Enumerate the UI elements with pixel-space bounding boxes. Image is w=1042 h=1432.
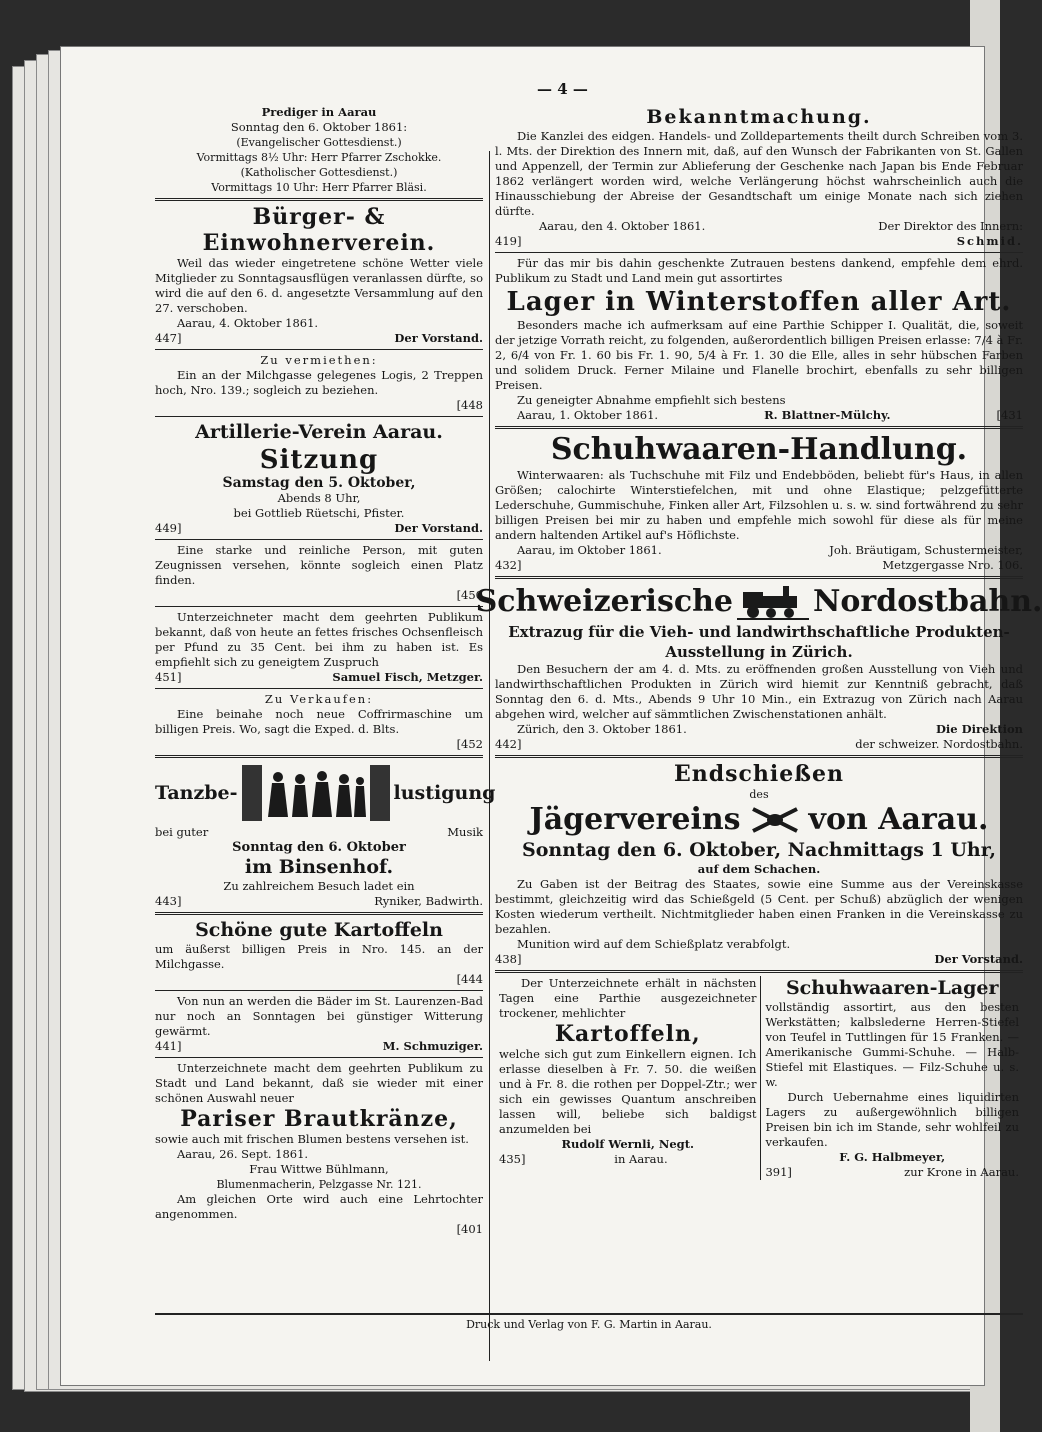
- ad-body: Unterzeichneter macht dem geehrten Publikum bekannt, daß von heute an fettes frisches Ochsenfleisch per Pfund zu 35 Cent. bei ihm zu haben ist. Es empfiehlt sich zu geneigtem Zuspruch: [155, 610, 483, 669]
- ad-title: Schweizerische: [475, 584, 733, 619]
- ad-brautkraenze: [155, 1061, 483, 1237]
- ad-ochsenfleisch: [155, 610, 483, 685]
- ad-time: Abends 8 Uhr,: [277, 491, 361, 505]
- ad-place: im Binsenhof.: [244, 856, 394, 878]
- ad-schuhwaaren-lager: [761, 976, 1023, 1180]
- separator: [155, 349, 483, 350]
- ad-signature: Der Vorstand.: [394, 521, 483, 535]
- ad-signature: in Aarau.: [614, 1152, 668, 1166]
- ad-number: 438]: [495, 952, 522, 966]
- separator: [155, 539, 483, 540]
- ad-body: Die Kanzlei des eidgen. Handels- und Zolldepartements theilt durch Schreiben vom 3. l. Mts. der Direktion des Innern mit, daß, auf den Wunsch der Fabrikanten von St. Gallen und Appenzell, der Termin zur Ablieferung der Geschenke nach Japan bis Ende Februar 1862 verlängert worden wird, welche Verlängerung höchst wahrscheinlich auch die Hinausschiebung der Abreise der Gesandtschaft um einige Monate nach sich ziehen dürfte.: [495, 129, 1023, 218]
- ad-signature: Frau Wittwe Bühlmann,: [249, 1162, 389, 1176]
- ad-kartoffeln-wernli: [495, 976, 761, 1180]
- ad-title: Zu vermiethen:: [260, 353, 378, 367]
- ad-body: Durch Uebernahme eines liquidirten Lagers zu außergewöhnlich billigen Preisen bin ich im Stande, sehr wohlfeil zu verkaufen.: [765, 1090, 1019, 1149]
- ad-body: Winterwaaren: als Tuchschuhe mit Filz und Endebböden, beliebt für's Haus, in allen Größen; calochirte Winterstiefelchen, mit und ohne Elastique; pelzgefütterte Lederschuhe, Gummischuhe, Finken aller Art, Filzsohlen u. s. w. sind fortwährend zu sehr billigen Preisen bei mir zu haben und empfehle mich sowohl für diese als für meine andern haltenden Artikel auf's Höflichste.: [495, 468, 1023, 542]
- ad-number: 443]: [155, 894, 182, 908]
- newspaper-page: [60, 46, 1042, 1386]
- ad-signature: Rudolf Wernli, Negt.: [561, 1137, 695, 1151]
- ad-body: Eine starke und reinliche Person, mit guten Zeugnissen versehen, könnte sogleich einen Platz finden.: [155, 543, 483, 587]
- ad-place: auf dem Schachen.: [697, 862, 821, 876]
- ad-line: Vormittags 10 Uhr: Herr Pfarrer Bläsi.: [211, 181, 427, 194]
- ad-line: des: [749, 788, 769, 801]
- ad-line: bei guter: [155, 825, 209, 839]
- ad-number: 449]: [155, 521, 182, 535]
- ad-winterstoffe: [495, 256, 1023, 423]
- ad-line: (Katholischer Gottesdienst.): [240, 166, 398, 179]
- ad-body: sowie auch mit frischen Blumen bestens versehen ist.: [155, 1132, 469, 1146]
- ad-signature: Schmid.: [956, 234, 1023, 248]
- separator: [155, 1057, 483, 1058]
- ad-body: um äußerst billigen Preis in Nro. 145. an der Milchgasse.: [155, 942, 483, 971]
- ad-title-cont: Nordostbahn.: [813, 584, 1042, 619]
- ad-signature: Der Vorstand.: [934, 952, 1023, 966]
- ad-line: Vormittags 8½ Uhr: Herr Pfarrer Zschokke.: [196, 151, 442, 164]
- ad-number: 447]: [155, 331, 182, 345]
- ad-title-cont: lustigung: [393, 782, 496, 804]
- ad-title: Lager in Winterstoffen aller Art.: [506, 287, 1012, 317]
- separator: [495, 970, 1023, 973]
- ad-signature: Joh. Bräutigam, Schustermeister,: [829, 543, 1023, 557]
- ad-body: Von nun an werden die Bäder im St. Laurenzen-Bad nur noch an Sonntagen bei günstiger Witterung gewärmt.: [155, 994, 483, 1038]
- ad-body: Unterzeichnete macht dem geehrten Publikum zu Stadt und Land bekannt, daß sie wieder mit einer schönen Auswahl neuer: [155, 1061, 483, 1105]
- ad-body: Zu geneigter Abnahme empfiehlt sich bestens: [517, 393, 786, 407]
- crossed-rifles-icon: [749, 805, 801, 835]
- ad-number: 391]: [765, 1165, 792, 1179]
- ad-date: Sonntag den 6. Oktober, Nachmittags 1 Uhr,: [522, 839, 996, 861]
- separator: [495, 755, 1023, 758]
- ad-body: Zu zahlreichem Besuch ladet ein: [223, 879, 415, 893]
- bottom-ads: [495, 976, 1023, 1180]
- ad-heading-cont: von Aarau.: [808, 802, 989, 837]
- ad-body: Eine beinahe noch neue Coffrirmaschine um billigen Preis. Wo, sagt die Exped. d. Blts.: [155, 707, 483, 736]
- ad-buergerverein: [155, 204, 483, 346]
- separator: [495, 576, 1023, 579]
- dance-scene-icon: [238, 761, 394, 825]
- left-column: [155, 105, 496, 1237]
- ad-baeder: [155, 994, 483, 1054]
- ad-title: Zu Verkaufen:: [264, 692, 374, 706]
- ad-title: Tanzbe-: [155, 782, 238, 804]
- ad-place: bei Gottlieb Rüetschi, Pfister.: [233, 506, 405, 520]
- ad-number: [431: [996, 408, 1023, 422]
- ad-schuhwaaren-handlung: [495, 432, 1023, 573]
- ad-heading: Sitzung: [259, 445, 379, 475]
- column-divider: [489, 151, 490, 1361]
- ad-number: [448: [456, 398, 483, 412]
- ad-artillerie: [155, 420, 483, 536]
- ad-title: Schuhwaaren-Handlung.: [550, 432, 968, 467]
- ad-signature: zur Krone in Aarau.: [904, 1165, 1019, 1179]
- ad-signature: Der Vorstand.: [394, 331, 483, 345]
- right-column: [475, 105, 1042, 1180]
- ad-title: Schöne gute Kartoffeln: [195, 919, 443, 941]
- ad-number: [401: [456, 1222, 483, 1236]
- ad-number: [452: [456, 737, 483, 751]
- ad-heading: Jägervereins: [529, 802, 741, 837]
- separator: [155, 688, 483, 689]
- ad-date: Aarau, 4. Oktober 1861.: [177, 316, 319, 330]
- ad-body: Den Besuchern der am 4. d. Mts. zu eröffnenden großen Ausstellung von Vieh und landwirthschaftlichen Produkten in Zürich wird hiemit zur Kenntniß gebracht, daß Sonntag den 6. d. Mts., Abends 9 Uhr 10 Min., ein Extrazug von Zürich nach Aarau abgehen wird, welcher auf sämmtlichen Zwischenstationen anhält.: [495, 662, 1023, 721]
- ad-signature: der schweizer. Nordostbahn.: [855, 737, 1023, 751]
- ad-number: 451]: [155, 670, 182, 684]
- ad-date: Aarau, den 4. Oktober 1861.: [539, 219, 706, 233]
- ad-title: Artillerie-Verein Aarau.: [195, 421, 443, 443]
- ad-date: Aarau, 1. Oktober 1861.: [517, 408, 659, 422]
- ad-body: Zu Gaben ist der Beitrag des Staates, sowie eine Summe aus der Vereinskasse bestimmt, gleichzeitig wird das Schießgeld (5 Cent. per Schuß) abzüglich der wenigen Kosten wiederum vertheilt. Nichtmitglieder haben einen Franken in die Vereinskasse zu bezahlen.: [495, 877, 1023, 936]
- page-number: — 4 —: [537, 80, 588, 98]
- separator: [155, 912, 483, 915]
- ad-number: 432]: [495, 558, 522, 572]
- ad-bekanntmachung: [495, 105, 1023, 249]
- imprint: Druck und Verlag von F. G. Martin in Aarau.: [466, 1318, 712, 1331]
- ad-prediger: [155, 105, 483, 195]
- ad-body: Für das mir bis dahin geschenkte Zutrauen bestens dankend, empfehle dem ehrd. Publikum zu Stadt und Land mein gut assortirtes: [495, 256, 1023, 285]
- ad-tanz: [155, 761, 496, 909]
- ad-number: 435]: [499, 1152, 526, 1166]
- ad-signature: F. G. Halbmeyer,: [839, 1150, 946, 1164]
- ad-endschiessen: [495, 761, 1023, 967]
- ad-kartoffeln: [155, 918, 483, 987]
- ad-signature: M. Schmuziger.: [382, 1039, 483, 1053]
- ad-signature: Metzgergasse Nro. 106.: [882, 558, 1023, 572]
- ad-vermiethen: [155, 353, 483, 413]
- ad-title: Bürger- & Einwohnerverein.: [202, 204, 436, 256]
- ad-title: Schuhwaaren-Lager: [785, 977, 999, 999]
- ad-body: Munition wird auf dem Schießplatz verabfolgt.: [517, 937, 791, 951]
- ad-title: Prediger in Aarau: [261, 105, 377, 119]
- ad-number: 442]: [495, 737, 522, 751]
- ad-number: [444: [456, 972, 483, 986]
- ad-number: 419]: [495, 234, 522, 248]
- separator: [495, 426, 1023, 429]
- ad-signature: R. Blattner-Mülchy.: [764, 408, 891, 422]
- ad-body: Weil das wieder eingetretene schöne Wetter viele Mitglieder zu Sonntagsausflügen veranlassen dürfte, so wird die auf den 6. d. angesetzte Versammlung auf den 27. verschoben.: [155, 256, 483, 315]
- ad-person: [155, 543, 483, 603]
- ad-nordostbahn: [475, 582, 1042, 752]
- ad-subtitle: Extrazug für die Vieh- und landwirthschaftliche Produkten-: [508, 623, 1010, 641]
- separator: [155, 606, 483, 607]
- ad-title: Pariser Brautkränze,: [180, 1106, 458, 1132]
- ad-line: Musik: [447, 825, 483, 839]
- ad-number: 441]: [155, 1039, 182, 1053]
- ad-body: Der Unterzeichnete erhält in nächsten Tagen eine Parthie ausgezeichneter trockener, mehlichter: [499, 976, 757, 1020]
- separator: [495, 252, 1023, 253]
- ad-line: Sonntag den 6. Oktober 1861:: [230, 120, 408, 134]
- ad-title: Kartoffeln,: [554, 1021, 701, 1047]
- separator: [155, 416, 483, 417]
- ad-title: Endschießen: [674, 761, 844, 787]
- ad-body: vollständig assortirt, aus den besten Werkstätten; kalbslederne Herren-Stiefel von Teufel in Tuttlingen für 15 Franken. — Amerikanische Gummi-Schuhe. — Halb-Stiefel mit Elastiques. — Filz-Schuhe u. s. w.: [765, 1000, 1019, 1089]
- ad-date: Aarau, 26. Sept. 1861.: [177, 1147, 309, 1161]
- ad-title: Bekanntmachung.: [646, 106, 872, 128]
- footer-rule: [155, 1313, 1023, 1315]
- ad-date: Aarau, im Oktober 1861.: [517, 543, 662, 557]
- ad-signature: Die Direktion: [935, 722, 1023, 736]
- ad-date: Sonntag den 6. Oktober: [232, 840, 406, 855]
- ad-number: [450: [456, 588, 483, 602]
- ad-verkaufen: [155, 692, 483, 752]
- ad-signature: Der Direktor des Innern:: [878, 219, 1023, 233]
- ad-body: Am gleichen Orte wird auch eine Lehrtochter angenommen.: [155, 1192, 483, 1221]
- ad-subtitle: Ausstellung in Zürich.: [665, 643, 853, 661]
- separator: [155, 755, 483, 758]
- ad-date: Samstag den 5. Oktober,: [222, 475, 416, 491]
- locomotive-icon: [737, 582, 809, 622]
- separator: [155, 990, 483, 991]
- ad-signature: Ryniker, Badwirth.: [374, 894, 483, 908]
- separator: [155, 198, 483, 201]
- ad-body: welche sich gut zum Einkellern eignen. Ich erlasse dieselben à Fr. 7. 50. die weißen und à Fr. 8. die rothen per Doppel-Ztr.; wer sich ein gewisses Quantum anschreiben lassen will, beliebe sich baldigst anzumelden bei: [499, 1047, 757, 1136]
- ad-signature: Samuel Fisch, Metzger.: [332, 670, 483, 684]
- ad-body: Ein an der Milchgasse gelegenes Logis, 2 Treppen hoch, Nro. 139.; sogleich zu beziehen.: [155, 368, 483, 397]
- ad-line: (Evangelischer Gottesdienst.): [236, 136, 402, 149]
- ad-signature: Blumenmacherin, Pelzgasse Nr. 121.: [216, 1178, 422, 1191]
- ad-date: Zürich, den 3. Oktober 1861.: [517, 722, 687, 736]
- ad-body: Besonders mache ich aufmerksam auf eine Parthie Schipper I. Qualität, die, soweit der jetzige Vorrath reicht, zu folgenden, außerordentlich billigen Preisen erlasse: 7/4 à Fr. 2, 6/4 von Fr. 1. 60 bis Fr. 1. 90, 5/4 à Fr. 1. 30 die Elle, alles in sehr hübschen Farben und solidem Druck. Ferner Milaine und Flanelle brochirt, ebenfalls zu sehr billigen Preisen.: [495, 318, 1023, 392]
